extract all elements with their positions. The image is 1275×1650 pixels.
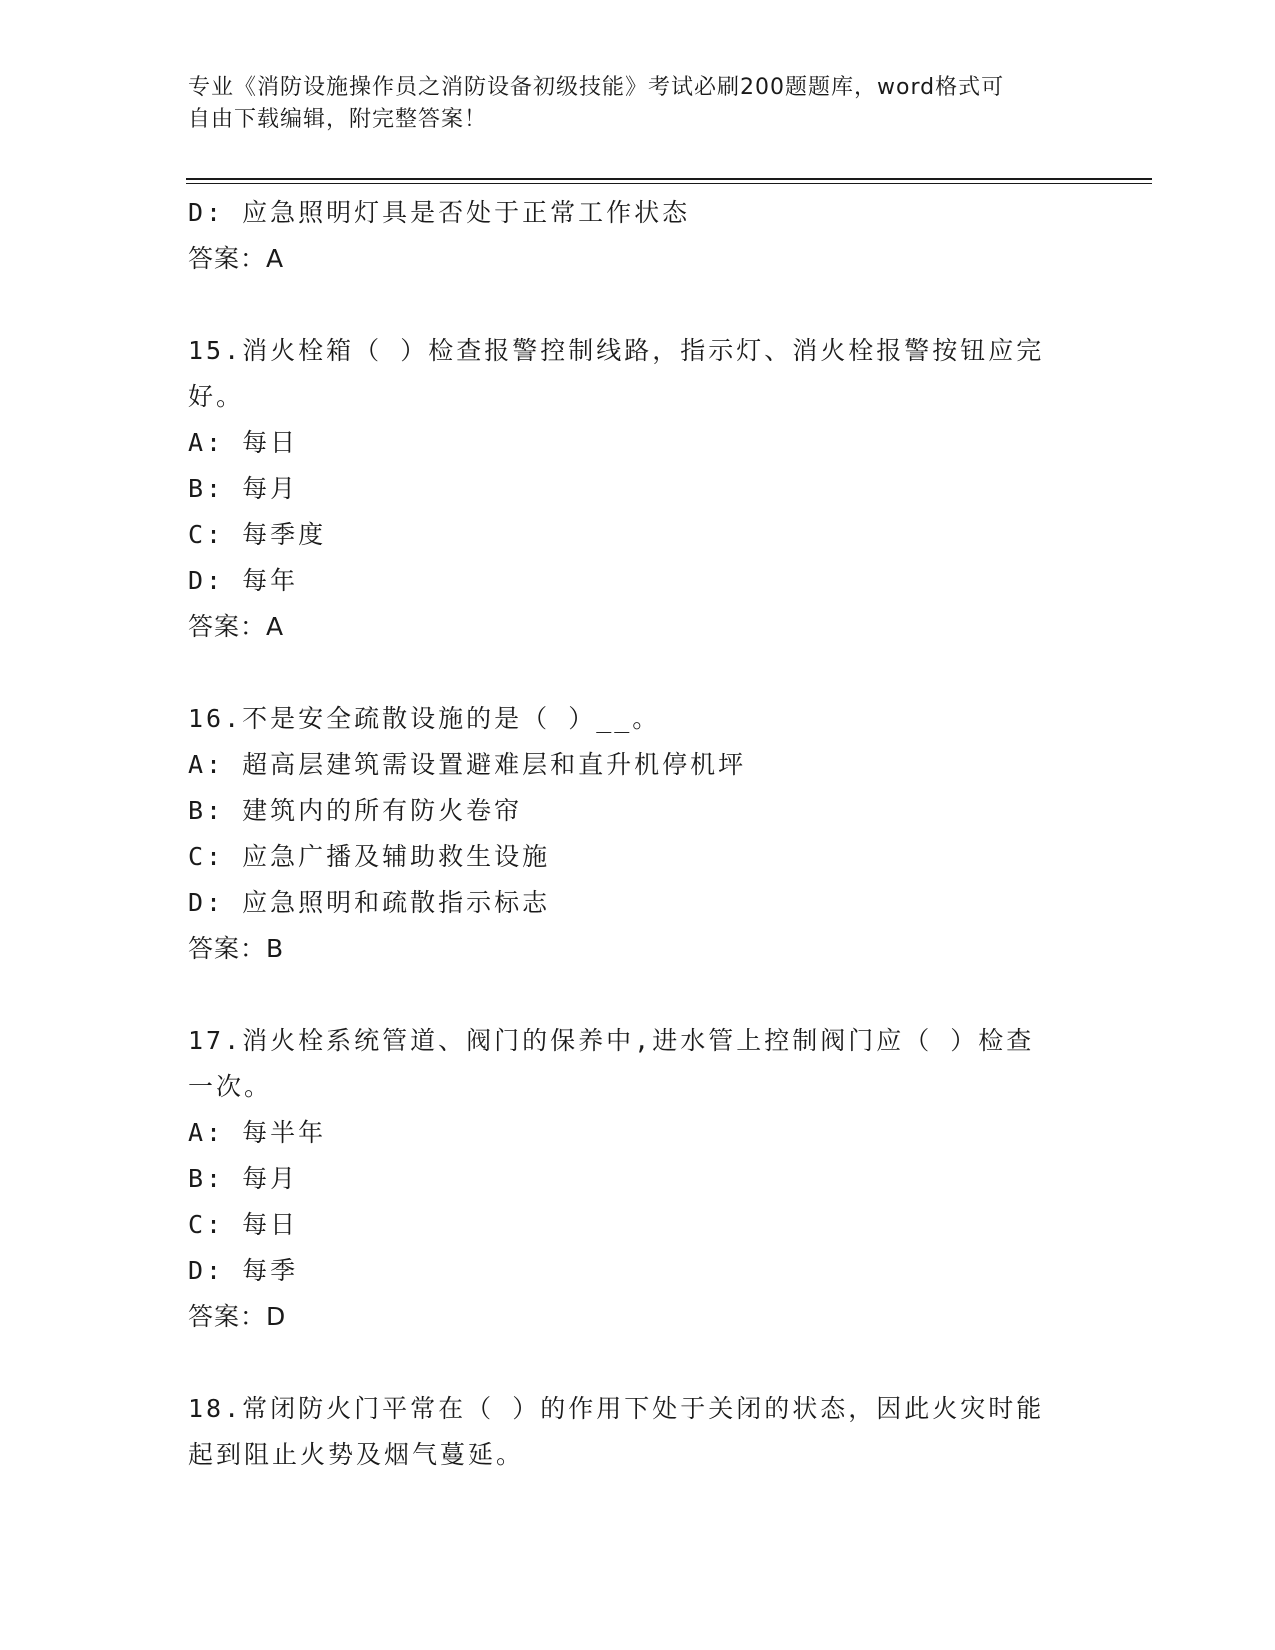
question-16 xyxy=(188,696,1088,972)
spacer xyxy=(188,650,1088,696)
option-b: B: 每月 xyxy=(188,474,299,503)
question-stem-continued: 起到阻止火势及烟气蔓延。 xyxy=(188,1440,525,1469)
option-c: C: 应急广播及辅助救生设施 xyxy=(188,842,551,871)
question-17 xyxy=(188,1018,1088,1340)
question-list xyxy=(188,190,1088,1478)
answer: 答案：D xyxy=(188,1302,287,1331)
answer: 答案：A xyxy=(188,612,285,641)
header-line-2: 自由下载编辑，附完整答案！ xyxy=(188,107,488,132)
question-stem: 15.消火栓箱（ ）检查报警控制线路，指示灯、消火栓报警按钮应完 xyxy=(188,336,1045,365)
spacer xyxy=(188,1340,1088,1386)
option-d: D: 应急照明和疏散指示标志 xyxy=(188,888,551,917)
header-line-1: 专业《消防设施操作员之消防设备初级技能》考试必刷200题题库，word格式可 xyxy=(188,75,1005,100)
question-stem: 17.消火栓系统管道、阀门的保养中,进水管上控制阀门应（ ）检查 xyxy=(188,1026,1035,1055)
option-c: C: 每季度 xyxy=(188,520,327,549)
answer: 答案：B xyxy=(188,934,285,963)
option-a: A: 超高层建筑需设置避难层和直升机停机坪 xyxy=(188,750,747,779)
option-a: A: 每日 xyxy=(188,428,299,457)
spacer xyxy=(188,282,1088,328)
document-header xyxy=(188,72,1088,136)
option-d: D: 每季 xyxy=(188,1256,299,1285)
question-stem: 18.常闭防火门平常在（ ）的作用下处于关闭的状态，因此火灾时能 xyxy=(188,1394,1045,1423)
option-b: B: 建筑内的所有防火卷帘 xyxy=(188,796,523,825)
option-d: D: 每年 xyxy=(188,566,299,595)
answer: 答案：A xyxy=(188,244,285,273)
header-divider-thick xyxy=(186,178,1152,180)
option-a: A: 每半年 xyxy=(188,1118,327,1147)
question-stem: 16.不是安全疏散设施的是（ ）__。 xyxy=(188,704,661,733)
option-d: D: 应急照明灯具是否处于正常工作状态 xyxy=(188,198,691,227)
option-b: B: 每月 xyxy=(188,1164,299,1193)
question-stem-continued: 一次。 xyxy=(188,1072,273,1101)
spacer xyxy=(188,972,1088,1018)
option-c: C: 每日 xyxy=(188,1210,299,1239)
question-18 xyxy=(188,1386,1088,1478)
question-stem-continued: 好。 xyxy=(188,382,245,411)
header-divider-thin xyxy=(186,183,1152,184)
question-15 xyxy=(188,328,1088,650)
question-14 xyxy=(188,190,1088,282)
